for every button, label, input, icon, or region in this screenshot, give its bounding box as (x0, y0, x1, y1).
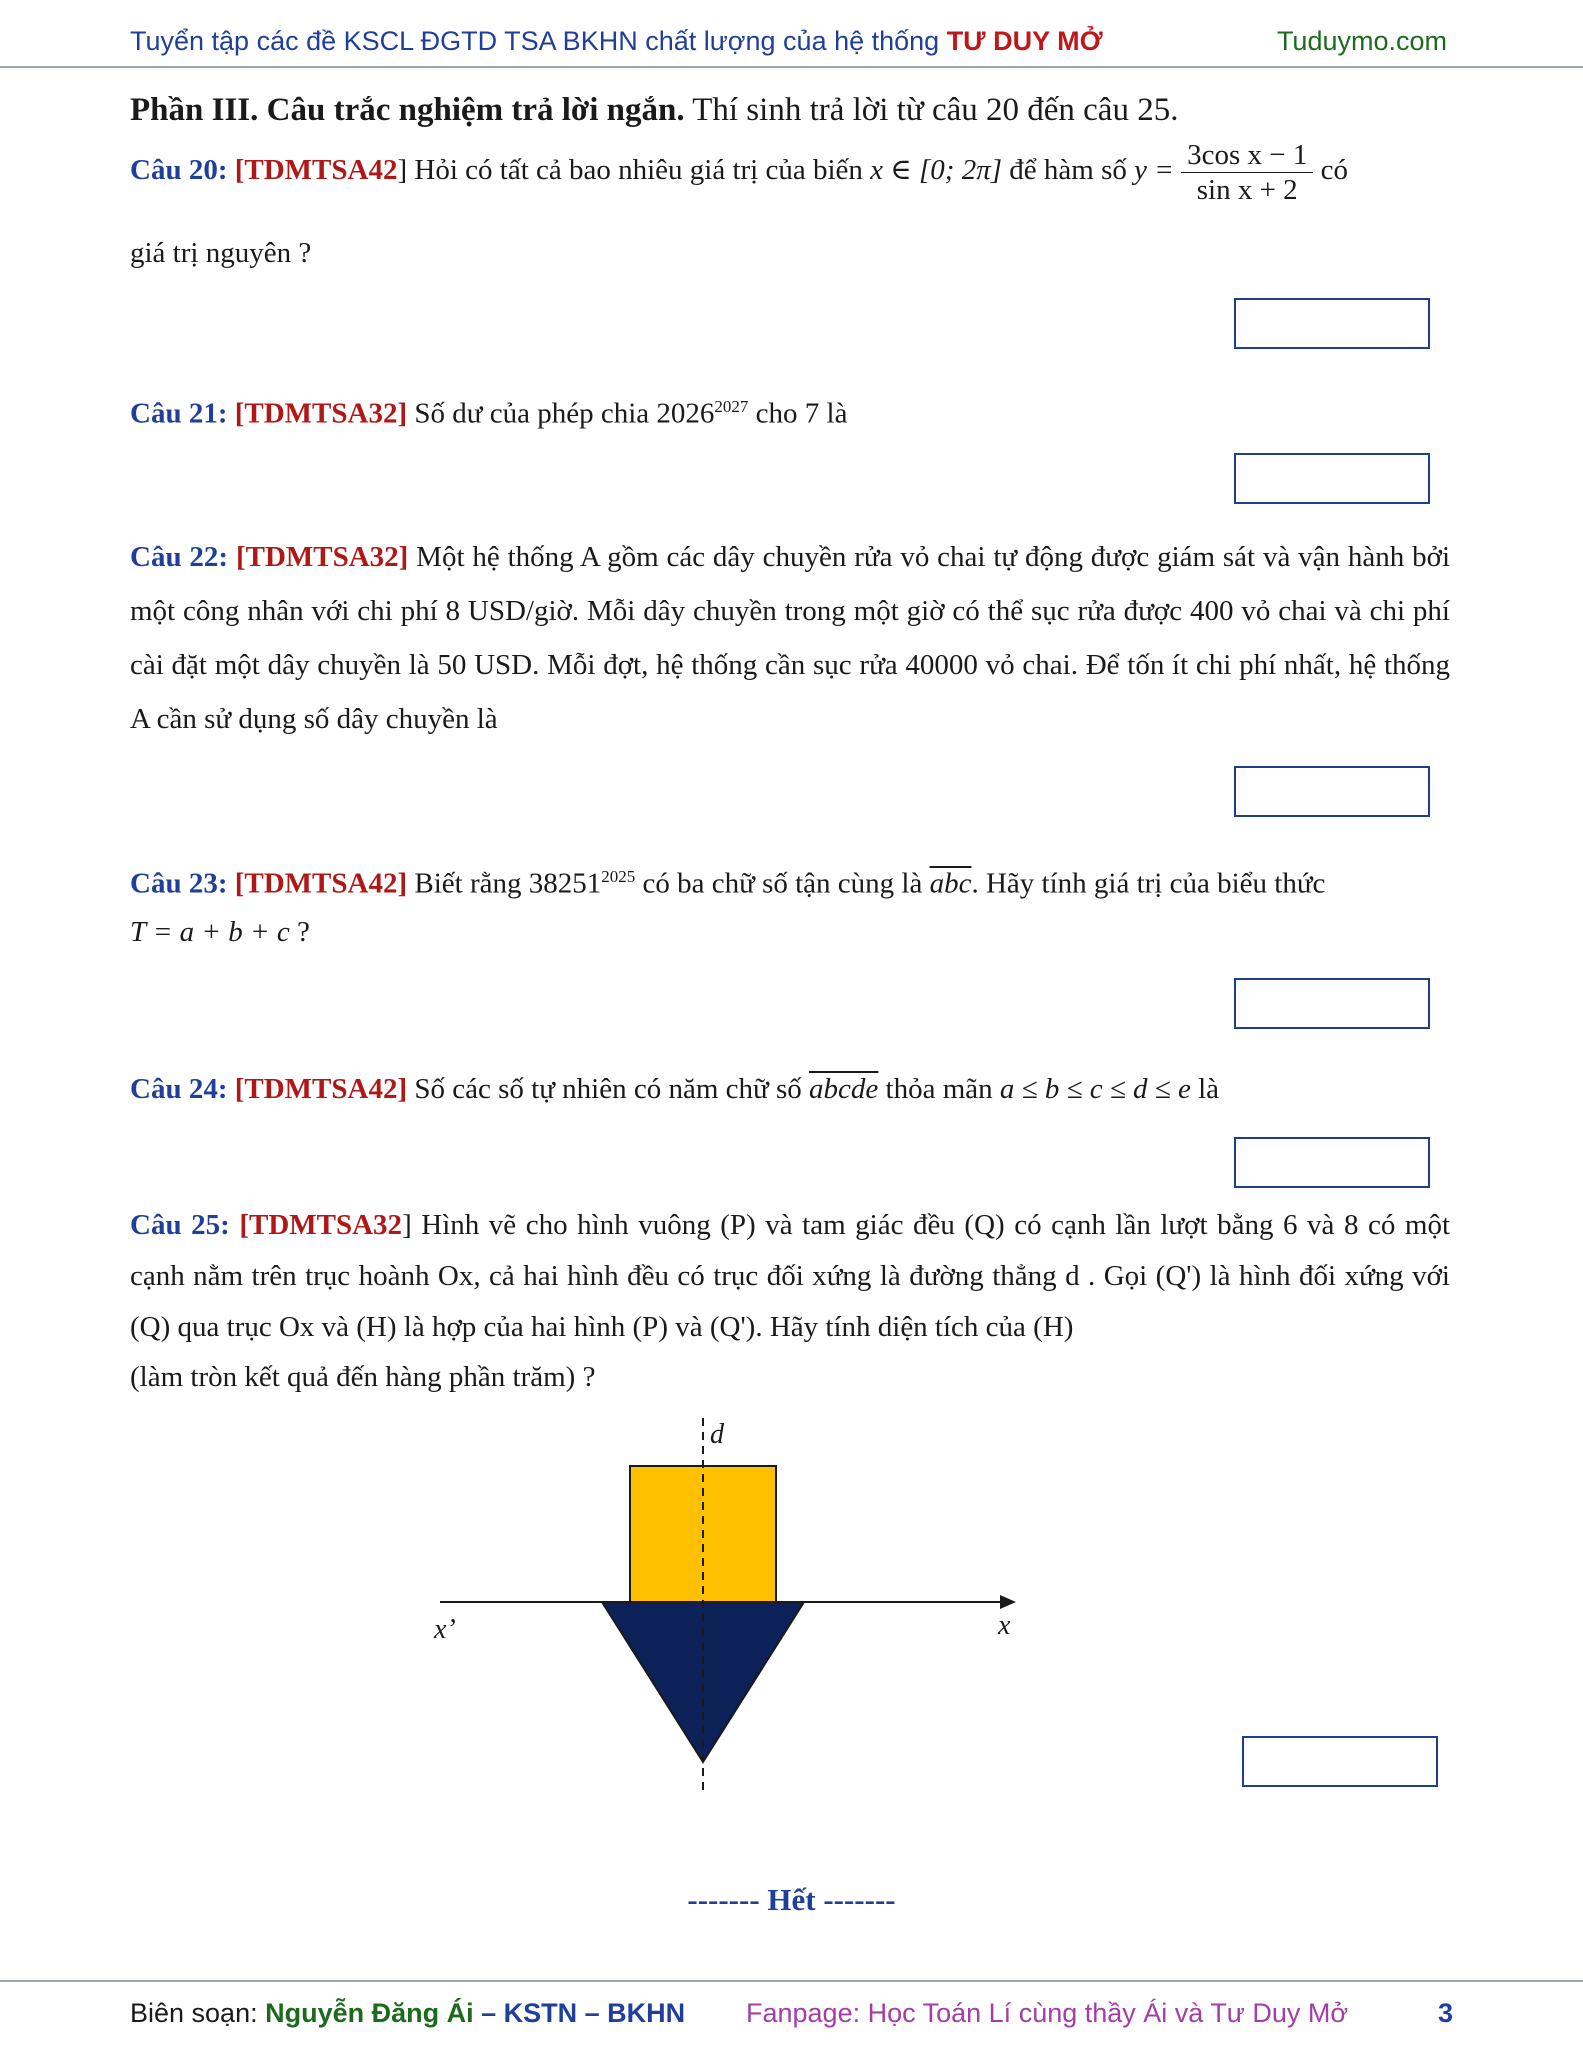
header-site: Tuduymo.com (1276, 26, 1447, 56)
answer-box-21[interactable] (1234, 453, 1430, 504)
math-base: 38251 (528, 867, 602, 900)
footer-sep: – (473, 1998, 504, 2028)
math-y: y = (1134, 154, 1174, 187)
page-footer (0, 1980, 1583, 2050)
footer-org-1: KSTN (503, 1998, 578, 2028)
question-code: [TDMTSA42] (234, 1073, 408, 1105)
question-text: giá trị nguyên ? (130, 237, 312, 269)
math-domain: x ∈ [0; 2π] (870, 154, 1003, 187)
question-bracket: ] (397, 154, 408, 187)
answer-box-25[interactable] (1242, 1736, 1438, 1787)
footer-fanpage: Fanpage: Học Toán Lí cùng thầy Ái và Tư Duy Mở (746, 1998, 1349, 2028)
math-expression: T = a + b + c (130, 916, 290, 948)
question-text: cho 7 là (748, 397, 848, 430)
question-text: Một hệ thống A gồm các dây chuyền rửa vỏ chai tự động được giám sát và vận hành bởi một công nhân với chi phí 8 USD/giờ. Mỗi dây chuyền trong một giờ có thể sục rửa được 400 vỏ chai và chi phí cài đặt một dây chuyền là 50 USD. Mỗi đợt, hệ thống cần sục rửa 40000 vỏ chai. Để tốn ít chi phí nhất, hệ thống A cần sử dụng số dây chuyền là (130, 541, 1451, 735)
question-25-cont (130, 1352, 1450, 1403)
label-x-prime: x’ (434, 1614, 456, 1645)
page-header (0, 0, 1583, 68)
question-20-cont (130, 226, 1450, 280)
question-24 (130, 1062, 1450, 1116)
header-brand: TƯ DUY MỞ (946, 26, 1103, 56)
header-title (130, 26, 1103, 57)
answer-box-23[interactable] (1234, 978, 1430, 1029)
question-text: Biết rằng (407, 867, 529, 900)
math-overline: $\overline{abc}$ (929, 867, 972, 900)
question-number: Câu 20: (130, 154, 228, 187)
question-20 (130, 138, 1450, 207)
footer-sep: – (577, 1998, 608, 2028)
question-23-cont (130, 905, 1450, 959)
question-number: Câu 21: (130, 397, 228, 430)
label-d: d (710, 1419, 724, 1450)
page-number: 3 (1437, 1998, 1453, 2028)
question-number: Câu 22: (130, 541, 229, 573)
question-number: Câu 23: (130, 867, 228, 900)
math-base: 2026 (656, 397, 715, 430)
question-text: Số các số tự nhiên có năm chữ số (407, 1073, 810, 1105)
question-text: là (1190, 1073, 1220, 1105)
geometry-figure (420, 1410, 1040, 1815)
footer-prefix: Biên soạn: (130, 1998, 266, 2028)
math-fraction (1181, 138, 1313, 207)
question-code: [TDMTSA32 (239, 1209, 403, 1241)
section-title-bold: Phần III. Câu trắc nghiệm trả lời ngắn. (130, 92, 685, 128)
triangle-q-prime (602, 1602, 804, 1762)
math-exponent: 2025 (601, 867, 636, 886)
question-code: [TDMTSA42] (234, 867, 408, 900)
math-overline: abcde (809, 1073, 879, 1105)
label-x: x (998, 1610, 1011, 1641)
question-bracket: ] (402, 1209, 412, 1241)
question-text: Hình vẽ cho hình vuông (P) và tam giác đều (Q) có cạnh lần lượt bằng 6 và 8 có một cạnh nằm trên trục hoành Ox, cả hai hình đều có trục đối xứng là đường thẳng d . Gọi (Q') là hình đối xứng với (Q) qua trục Ox và (H) là hợp của hai hình (P) và (Q'). Hãy tính diện tích của (H) (130, 1209, 1451, 1343)
footer-org-2: BKHN (607, 1998, 686, 2028)
answer-box-20[interactable] (1234, 298, 1430, 349)
math-inequality: a ≤ b ≤ c ≤ d ≤ e (999, 1073, 1191, 1105)
figure-svg (420, 1410, 1040, 1810)
question-25 (130, 1200, 1450, 1353)
question-text: để hàm số (1002, 154, 1135, 187)
x-axis-arrow (1000, 1595, 1016, 1609)
end-marker: ------- Hết ------- (687, 1882, 896, 1917)
question-text: thỏa mãn (878, 1073, 1000, 1105)
question-number: Câu 25: (130, 1209, 230, 1241)
question-text: Số dư của phép chia (407, 397, 657, 430)
question-23 (130, 850, 1450, 911)
question-text: (làm tròn kết quả đến hàng phần trăm) ? (130, 1361, 596, 1393)
section-title-rest: Thí sinh trả lời từ câu 20 đến câu 25. (684, 92, 1179, 128)
question-text: . Hãy tính giá trị của biểu thức (971, 867, 1326, 900)
question-text: Hỏi có tất cả bao nhiêu giá trị của biến (407, 154, 871, 187)
question-text: ? (289, 916, 310, 948)
footer-author-line (130, 1998, 685, 2029)
fraction-denominator: sin x + 2 (1196, 174, 1298, 206)
question-number: Câu 24: (130, 1073, 228, 1105)
question-22 (130, 530, 1450, 746)
question-text: có ba chữ số tận cùng là (635, 867, 930, 900)
math-exponent: 2027 (714, 397, 749, 416)
question-21 (130, 380, 1450, 441)
section-title (130, 92, 1178, 129)
fraction-numerator: 3cos x − 1 (1181, 138, 1313, 173)
header-title-text: Tuyển tập các đề KSCL ĐGTD TSA BKHN chất lượng của hệ thống (130, 26, 947, 56)
question-code: [TDMTSA42 (234, 154, 398, 187)
question-code: [TDMTSA32] (234, 397, 408, 430)
answer-box-24[interactable] (1234, 1137, 1430, 1188)
answer-box-22[interactable] (1234, 766, 1430, 817)
question-code: [TDMTSA32] (235, 541, 409, 573)
footer-author: Nguyễn Đăng Ái (265, 1998, 474, 2028)
question-text: có (1313, 154, 1348, 187)
